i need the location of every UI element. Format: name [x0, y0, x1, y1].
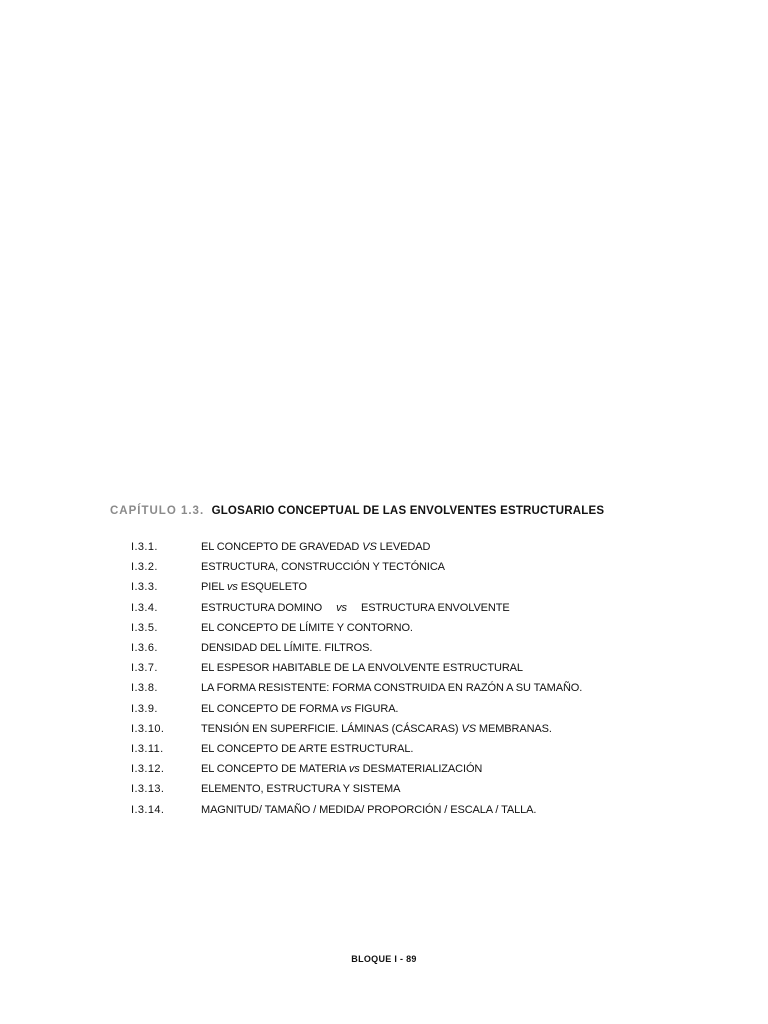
toc-item — [131, 719, 582, 739]
toc-item-title — [201, 581, 307, 593]
toc-item-title-part: EL CONCEPTO DE ARTE ESTRUCTURAL. — [201, 742, 414, 755]
toc-item-title-part: EL CONCEPTO DE LÍMITE Y CONTORNO. — [201, 621, 413, 634]
toc-item — [131, 537, 582, 557]
toc-item-title-part: PIEL — [201, 581, 227, 594]
toc-item-title — [201, 642, 372, 654]
toc-item-title — [201, 561, 445, 573]
table-of-contents — [131, 537, 582, 820]
toc-item-title-part: LA FORMA RESISTENTE: FORMA CONSTRUIDA EN RAZÓN A SU TAMAÑO. — [201, 682, 583, 695]
toc-item — [131, 658, 582, 678]
toc-item-title-part: DENSIDAD DEL LÍMITE. FILTROS. — [201, 642, 373, 655]
toc-item-title — [201, 622, 413, 634]
toc-item-versus: VS — [362, 541, 377, 554]
toc-item — [131, 739, 582, 759]
toc-item-title — [201, 703, 398, 715]
toc-item-title-part: DESMATERIALIZACIÓN — [359, 763, 483, 776]
toc-item-number: I.3.13. — [131, 783, 165, 796]
toc-item-number: I.3.2. — [131, 561, 158, 574]
toc-item-number: I.3.6. — [131, 642, 158, 655]
toc-item-number: I.3.10. — [131, 722, 165, 735]
toc-item-number: I.3.8. — [131, 682, 158, 695]
toc-item-number: I.3.4. — [131, 601, 158, 614]
toc-item — [131, 678, 582, 698]
toc-item-title-part: ESTRUCTURA ENVOLVENTE — [360, 601, 510, 614]
toc-item-title-part: LEVEDAD — [376, 541, 431, 554]
chapter-label: CAPÍTULO 1.3. — [110, 505, 205, 517]
chapter-title: GLOSARIO CONCEPTUAL DE LAS ENVOLVENTES ESTRUCTURALES — [211, 505, 605, 517]
toc-item-title — [201, 682, 582, 694]
toc-item-title-part: ESTRUCTURA DOMINO — [201, 601, 323, 614]
toc-item-title-part: ESQUELETO — [237, 581, 307, 594]
page-footer: BLOQUE I - 89 — [351, 954, 417, 964]
toc-item-title — [201, 743, 413, 755]
toc-item-number: I.3.5. — [131, 621, 158, 634]
toc-item-title — [201, 763, 482, 775]
toc-item — [131, 577, 582, 597]
toc-item-number: I.3.11. — [131, 742, 164, 755]
toc-item-title — [201, 804, 536, 816]
toc-item-title — [201, 783, 400, 795]
toc-item-title-part: EL CONCEPTO DE GRAVEDAD — [201, 541, 363, 554]
toc-item-number: I.3.3. — [131, 581, 158, 594]
toc-item-title-part: TENSIÓN EN SUPERFICIE. LÁMINAS (CÁSCARAS) — [201, 722, 462, 735]
chapter-heading — [110, 505, 604, 517]
toc-item-versus: vs — [340, 702, 352, 715]
toc-item-title — [201, 662, 523, 674]
toc-item-title-part: EL CONCEPTO DE FORMA — [201, 702, 341, 715]
toc-item-number: I.3.14. — [131, 803, 165, 816]
toc-item-title-part: FIGURA. — [351, 702, 399, 715]
toc-item-title — [201, 541, 430, 553]
toc-item-title — [201, 723, 552, 735]
toc-item — [131, 779, 582, 799]
toc-item-number: I.3.9. — [131, 702, 158, 715]
toc-item-title — [201, 602, 510, 614]
toc-item-versus: vs — [227, 581, 238, 594]
toc-item-number: I.3.7. — [131, 662, 158, 675]
toc-item-title-part: EL CONCEPTO DE MATERIA — [201, 763, 349, 776]
toc-item-number: I.3.1. — [131, 541, 158, 554]
toc-item — [131, 759, 582, 779]
toc-item — [131, 618, 582, 638]
toc-item-number: I.3.12. — [131, 763, 165, 776]
toc-item-title-part: EL ESPESOR HABITABLE DE LA ENVOLVENTE ESTRUCTURAL — [201, 662, 523, 675]
toc-item-title-part: MAGNITUD/ TAMAÑO / MEDIDA/ PROPORCIÓN / ESCALA / TALLA. — [201, 803, 537, 816]
toc-item — [131, 557, 582, 577]
toc-item — [131, 799, 582, 819]
toc-item — [131, 699, 582, 719]
toc-item — [131, 638, 582, 658]
toc-item-versus: vs — [348, 763, 360, 776]
toc-item-title-part: MEMBRANAS. — [475, 722, 552, 735]
toc-item — [131, 598, 582, 618]
toc-item-title-part: ESTRUCTURA, CONSTRUCCIÓN Y TECTÓNICA — [201, 561, 445, 574]
toc-item-versus: VS — [461, 722, 476, 735]
toc-item-title-part: ELEMENTO, ESTRUCTURA Y SISTEMA — [201, 783, 401, 796]
toc-item-versus: vs — [336, 601, 347, 614]
